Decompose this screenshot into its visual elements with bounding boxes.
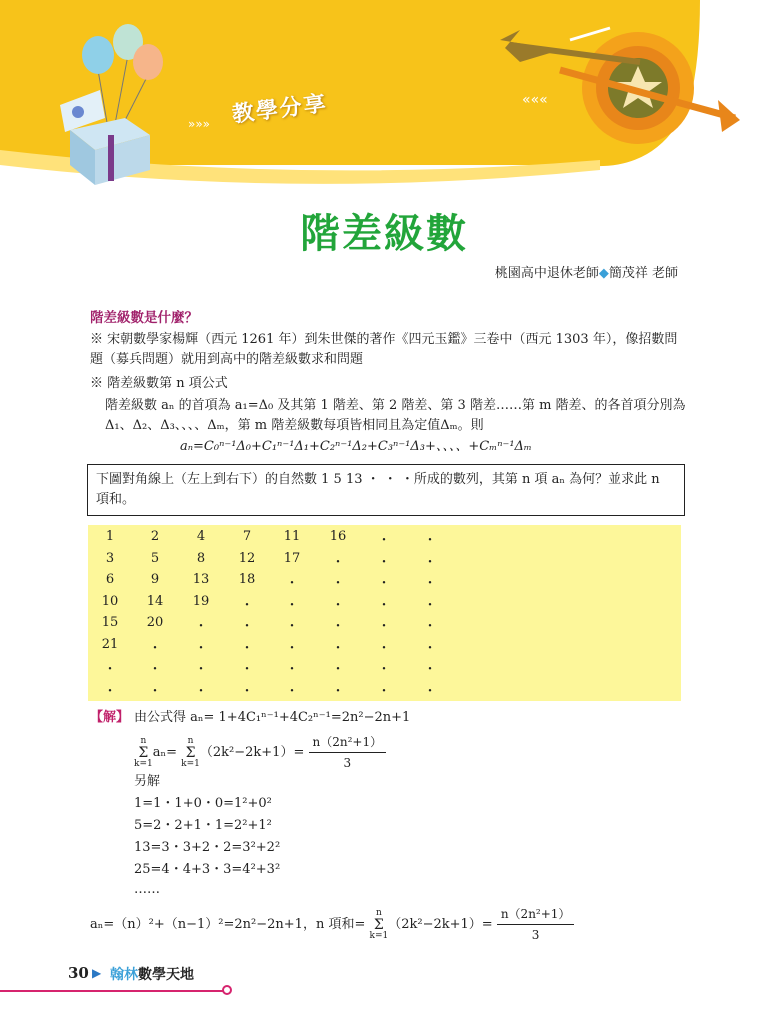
grid-cell: ・ <box>240 683 254 699</box>
diamond-icon: ◆ <box>598 266 609 281</box>
grid-cell: 13 <box>192 572 210 587</box>
grid-cell: ・ <box>377 683 391 699</box>
solution-tag: 【解】 <box>90 710 130 725</box>
sigma-icon: n Σ k=1 <box>134 735 153 769</box>
number-grid <box>88 525 681 701</box>
grid-cell: 21 <box>101 636 119 652</box>
grid-cell: ・ <box>103 683 117 699</box>
grid-cell: ・ <box>285 640 299 656</box>
equation-line: 5=2・2+1・1=2²+1² <box>134 818 272 833</box>
fraction-denominator: 3 <box>531 928 540 942</box>
sigma-top: n <box>375 907 382 918</box>
grid-cell: 16 <box>329 529 347 544</box>
grid-cell: 6 <box>105 572 115 587</box>
solution-formula: 由公式得 aₙ= 1+4C₁ⁿ⁻¹+4C₂ⁿ⁻¹=2n²−2n+1 <box>134 710 411 725</box>
footer-line <box>0 990 230 992</box>
grid-cell: ・ <box>331 576 345 591</box>
grid-cell: ・ <box>285 683 299 699</box>
grid-cell: ・ <box>423 619 437 634</box>
final-text: aₙ=（n）²+（n−1）²=2n²−2n+1，n 項和= <box>90 917 366 932</box>
fraction-numerator: n（2n²+1） <box>497 904 575 925</box>
author-line <box>495 262 678 281</box>
section-label: 教學分享 <box>230 91 330 128</box>
grid-cell: ・ <box>377 662 391 677</box>
grid-cell: ・ <box>377 640 391 656</box>
article-title <box>0 202 768 259</box>
grid-cell: ・ <box>423 640 437 656</box>
grid-cell: ・ <box>194 683 208 699</box>
grid-cell: ・ <box>423 662 437 677</box>
grid-cell: ・ <box>194 640 208 656</box>
brand-suffix: 數學天地 <box>138 967 194 983</box>
grid-cell: ・ <box>103 662 117 677</box>
grid-cell: 15 <box>101 615 119 630</box>
problem-box <box>87 464 685 516</box>
page-number: 30 <box>68 964 89 982</box>
grid-cell: ・ <box>331 554 345 570</box>
sum-fraction <box>309 732 387 773</box>
sigma-top: n <box>187 735 194 746</box>
grid-cell: ・ <box>331 683 345 699</box>
grid-cell: 1 <box>105 529 115 544</box>
equation-line: 13=3・3+2・2=3²+2² <box>134 840 281 855</box>
svg-text:»»»: »»» <box>188 117 211 131</box>
header-banner <box>0 0 768 200</box>
grid-cell: ・ <box>148 683 162 699</box>
grid-cell: ・ <box>331 597 345 613</box>
equation-line: 25=4・4+3・3=4²+3² <box>134 862 281 877</box>
fraction-numerator: n（2n²+1） <box>309 732 387 753</box>
grid-cell: ・ <box>331 619 345 634</box>
grid-cell: 2 <box>150 529 160 544</box>
grid-cell: ・ <box>194 619 208 634</box>
sigma-bottom: k=1 <box>369 930 389 941</box>
grid-cell: ・ <box>377 619 391 634</box>
grid-cell: ・ <box>240 597 254 613</box>
grid-cell: ・ <box>194 662 208 677</box>
svg-text:«««: ««« <box>522 92 548 108</box>
grid-cell: ・ <box>285 597 299 613</box>
grid-cell: 19 <box>192 593 210 609</box>
brand-prefix: 翰林 <box>110 967 138 983</box>
grid-cell: ・ <box>377 576 391 591</box>
grid-cell: ・ <box>423 597 437 613</box>
equation-line: 1=1・1+0・0=1²+0² <box>134 796 272 811</box>
alt-solution-label: 另解 <box>134 774 161 789</box>
play-arrow-icon: ▶ <box>92 966 102 980</box>
grid-cell: 4 <box>196 529 206 544</box>
grid-cell: 20 <box>146 615 164 630</box>
grid-cell: ・ <box>423 576 437 591</box>
grid-cell: ・ <box>240 640 254 656</box>
section-heading: 階差級數是什麼？ <box>90 310 198 326</box>
footer-dot-icon <box>222 985 232 995</box>
grid-cell: ・ <box>423 533 437 548</box>
grid-cell: 8 <box>196 550 206 566</box>
final-answer <box>90 904 574 945</box>
grid-cell: 14 <box>146 593 164 609</box>
grid-cell: 18 <box>238 572 256 587</box>
grid-cell: 10 <box>101 593 119 609</box>
sigma-bottom: k=1 <box>181 758 200 769</box>
grid-cell: ・ <box>285 662 299 677</box>
footer-brand <box>110 964 194 984</box>
grid-cell: 11 <box>283 529 301 544</box>
sum-lhs: aₙ= <box>152 745 178 760</box>
paragraph-definition: 階差級數 aₙ 的首項為 a₁=Δ₀ 及其第 1 階差、第 2 階差、第 3 階差……第 m 階差、的各首項分別為 Δ₁、Δ₂、Δ₃、、、、Δₘ，第 m 階差級數每項皆相同且為定值Δₘ。則 <box>105 398 686 433</box>
sigma-icon: n Σ k=1 <box>369 907 389 941</box>
grid-cell: 17 <box>283 550 301 566</box>
grid-cell: ・ <box>285 619 299 634</box>
sigma-top: n <box>140 735 147 746</box>
problem-text: 下圖對角線上（左上到右下）的自然數 1 5 13 ・ ・ ・所成的數列，其第 n 項 aₙ 為何？並求此 n 項和。 <box>96 472 660 507</box>
grid-cell: 9 <box>150 572 160 587</box>
equation-line: …… <box>134 882 160 897</box>
grid-cell: ・ <box>377 533 391 548</box>
grid-cell: ・ <box>377 597 391 613</box>
nth-term-formula: aₙ=C₀ⁿ⁻¹Δ₀+C₁ⁿ⁻¹Δ₁+C₂ⁿ⁻¹Δ₂+C₃ⁿ⁻¹Δ₃+、、、、+Cₘⁿ⁻¹Δₘ <box>180 439 532 454</box>
sigma-icon: n Σ k=1 <box>181 735 200 769</box>
grid-cell: ・ <box>148 640 162 656</box>
sum-mid: （2k²−2k+1）= <box>199 745 305 760</box>
grid-cell: 5 <box>150 550 160 566</box>
sigma-bottom: k=1 <box>134 758 153 769</box>
final-fraction <box>497 904 575 945</box>
grid-cell: 12 <box>238 550 256 566</box>
grid-cell: ・ <box>423 554 437 570</box>
title-text: 階差級數 <box>300 210 468 257</box>
grid-cell: 3 <box>105 550 115 566</box>
grid-cell: ・ <box>377 554 391 570</box>
grid-cell: ・ <box>331 662 345 677</box>
paragraph-formula-intro: ※ 階差級數第 n 項公式 <box>90 376 228 391</box>
final-mid: （2k²−2k+1）= <box>388 917 493 932</box>
solution-sum <box>134 732 386 773</box>
author-school: 桃園高中退休老師 <box>494 266 599 281</box>
grid-cell: ・ <box>148 662 162 677</box>
grid-cell: ・ <box>423 683 437 699</box>
grid-cell: ・ <box>285 576 299 591</box>
grid-cell: 7 <box>242 529 252 544</box>
grid-cell: ・ <box>240 662 254 677</box>
fraction-denominator: 3 <box>343 756 352 770</box>
grid-cell: ・ <box>240 619 254 634</box>
paragraph-history: ※ 宋朝數學家楊輝（西元 1261 年）到朱世傑的著作《四元玉鑑》三卷中（西元 1303 年），像招數問題（募兵問題）就用到高中的階差級數求和問題 <box>90 332 678 367</box>
author-name: 簡茂祥 老師 <box>608 266 678 281</box>
grid-cell: ・ <box>331 640 345 656</box>
